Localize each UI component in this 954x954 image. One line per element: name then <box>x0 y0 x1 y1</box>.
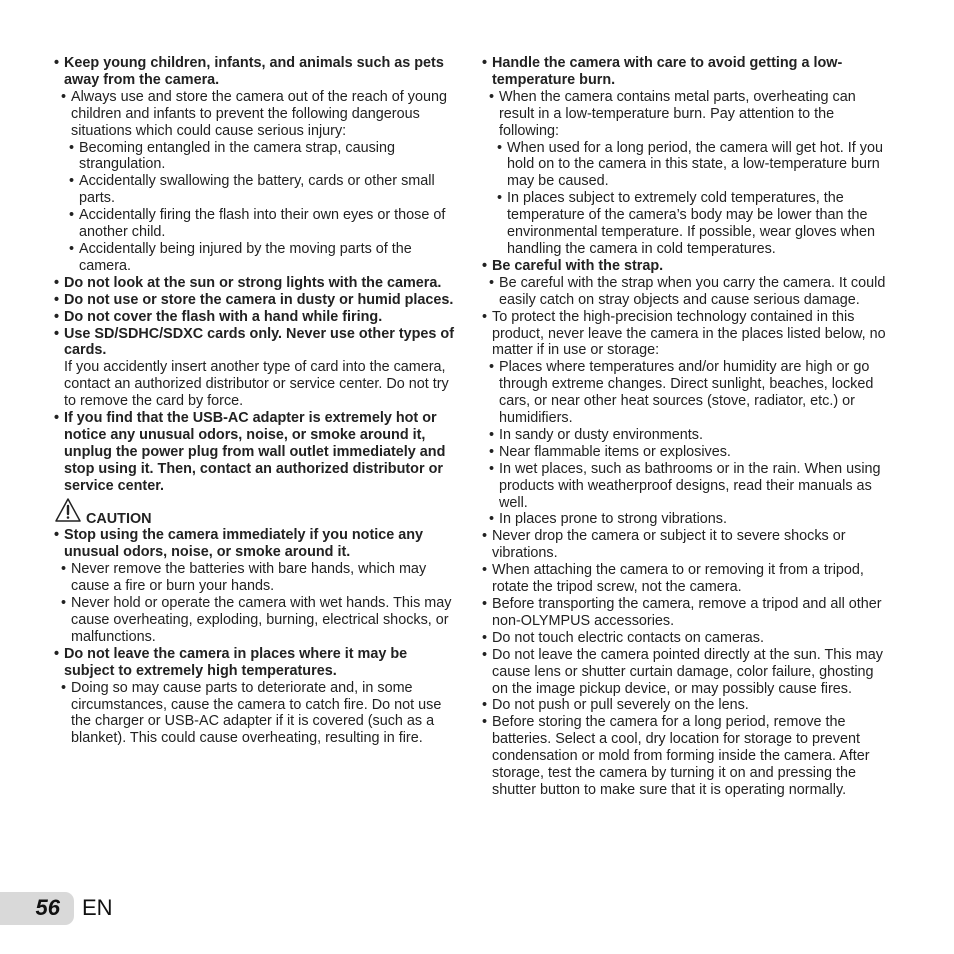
caution-heading <box>54 511 459 528</box>
bullet-icon: • <box>489 443 495 460</box>
item-text: Be careful with the strap when you carry the camera. It could easily catch on stray objects and cause serious damage. <box>499 274 886 308</box>
bullet-icon: • <box>489 460 495 477</box>
list-item <box>482 714 887 799</box>
sub-list-item <box>482 427 887 444</box>
item-text: When attaching the camera to or removing it from a tripod, rotate the tripod screw, not the camera. <box>492 562 864 596</box>
bullet-icon: • <box>482 697 488 714</box>
list-item <box>482 309 887 360</box>
bullet-icon: • <box>482 257 488 274</box>
sub-list-item <box>54 207 459 241</box>
list-item <box>482 528 887 562</box>
bullet-icon: • <box>489 426 495 443</box>
sub-list-item <box>54 89 459 140</box>
caution-label: CAUTION <box>86 510 152 527</box>
item-text: Never drop the camera or subject it to severe shocks or vibrations. <box>492 528 846 562</box>
bullet-icon: • <box>482 528 488 545</box>
bullet-icon: • <box>54 410 60 427</box>
bullet-icon: • <box>497 139 503 156</box>
item-text: Do not leave the camera in places where it may be subject to extremely high temperatures. <box>64 645 408 679</box>
right-column <box>482 55 887 799</box>
item-text: Do not cover the flash with a hand while firing. <box>64 308 383 325</box>
warning-triangle-icon <box>54 497 82 523</box>
item-text: If you find that the USB-AC adapter is extremely hot or notice any unusual odors, noise, or smoke around it, unplug the power plug from wall outlet immediately and stop using it. Then, contact an authorized distributor or service center. <box>64 410 446 494</box>
sub-list-item <box>54 595 459 646</box>
item-text: Do not push or pull severely on the lens. <box>492 697 749 714</box>
item-text: Do not touch electric contacts on cameras. <box>492 629 764 646</box>
sub-list-item <box>482 461 887 512</box>
warning-item <box>54 527 459 561</box>
sub-list-item <box>54 680 459 748</box>
item-text: Accidentally swallowing the battery, cards or other small parts. <box>79 173 435 207</box>
bullet-icon: • <box>489 274 495 291</box>
bullet-icon: • <box>482 55 488 71</box>
warning-item <box>54 55 459 89</box>
bullet-icon: • <box>61 679 67 696</box>
sub-list-item <box>482 275 887 309</box>
bullet-icon: • <box>482 596 488 612</box>
sub-list-item <box>54 173 459 207</box>
bullet-icon: • <box>54 308 60 325</box>
item-text: In places subject to extremely cold temperatures, the temperature of the camera’s body may be lower than the environmental temperature. If possible, wear gloves when handling the camera in cold temperatures. <box>507 190 875 257</box>
sub-list-item <box>482 444 887 461</box>
item-text: Accidentally being injured by the moving parts of the camera. <box>79 240 412 274</box>
bullet-icon: • <box>489 359 495 376</box>
warning-item <box>54 292 459 309</box>
item-text: To protect the high-precision technology contained in this product, never leave the camera in the places listed below, no matter if in use or storage: <box>492 308 886 359</box>
warning-item <box>54 646 459 680</box>
bullet-icon: • <box>54 527 60 544</box>
bullet-icon: • <box>61 595 67 612</box>
item-text: Doing so may cause parts to deteriorate and, in some circumstances, cause the camera to catch fire. Do not use the charger or USB-AC adapter if it is covered (such as a blanket). This could cause overheating, resulting in fire. <box>71 679 442 747</box>
item-text: Handle the camera with care to avoid getting a low-temperature burn. <box>492 55 843 88</box>
sub-list-item <box>54 140 459 174</box>
item-text: When the camera contains metal parts, overheating can result in a low-temperature burn. Pay attention to the following: <box>499 88 856 139</box>
item-text: Never remove the batteries with bare hands, which may cause a fire or burn your hands. <box>71 561 427 595</box>
bullet-icon: • <box>54 325 60 342</box>
page-footer <box>0 892 120 925</box>
warning-item <box>54 326 459 360</box>
item-text: Keep young children, infants, and animals such as pets away from the camera. <box>64 55 444 88</box>
item-text: Do not look at the sun or strong lights with the camera. <box>64 274 442 291</box>
list-item <box>54 359 459 410</box>
sub-list-item <box>54 561 459 595</box>
item-text: Stop using the camera immediately if you notice any unusual odors, noise, or smoke around it. <box>64 527 424 561</box>
bullet-icon: • <box>482 646 488 663</box>
bullet-icon: • <box>69 240 75 257</box>
bullet-icon: • <box>61 88 67 105</box>
item-text: Never hold or operate the camera with wet hands. This may cause overheating, exploding, burning, electrical shocks, or malfunctions. <box>71 595 452 645</box>
item-text: Do not use or store the camera in dusty or humid places. <box>64 291 454 308</box>
sub-list-item <box>482 359 887 427</box>
warning-item <box>54 410 459 495</box>
left-column <box>54 55 459 747</box>
warning-item <box>482 258 887 275</box>
sub-list-item <box>482 190 887 258</box>
item-text: Places where temperatures and/or humidity are high or go through extreme changes. Direct sunlight, beaches, locked cars, or near other heat sources (stove, radiator, etc.) or humidifiers. <box>499 359 874 427</box>
warning-item <box>54 309 459 326</box>
item-text: Becoming entangled in the camera strap, causing strangulation. <box>79 139 395 173</box>
list-item <box>482 697 887 714</box>
sub-list-item <box>482 511 887 528</box>
bullet-icon: • <box>69 139 75 156</box>
section-gap <box>54 495 459 511</box>
list-item <box>482 630 887 647</box>
bullet-icon: • <box>489 511 495 528</box>
page-number-tab <box>0 892 74 925</box>
sub-list-item <box>482 89 887 140</box>
bullet-icon: • <box>497 190 503 207</box>
item-text: If you accidently insert another type of card into the camera, contact an authorized distributor or service center. Do not try to remove the card by force. <box>64 359 449 410</box>
page-number: 56 <box>35 895 60 920</box>
item-text: Do not leave the camera pointed directly at the sun. This may cause lens or shutter curtain damage, color failure, ghosting on the image pickup device, or may possibly cause fires. <box>492 646 883 697</box>
bullet-icon: • <box>482 562 488 579</box>
bullet-icon: • <box>482 714 488 731</box>
item-text: Before transporting the camera, remove a tripod and all other non-OLYMPUS accessories. <box>492 596 882 629</box>
bullet-icon: • <box>54 274 60 291</box>
item-text: In places prone to strong vibrations. <box>499 511 727 528</box>
list-item <box>482 596 887 630</box>
sub-list-item <box>482 140 887 191</box>
item-text: In sandy or dusty environments. <box>499 426 703 443</box>
item-text: Use SD/SDHC/SDXC cards only. Never use other types of cards. <box>64 325 454 359</box>
bullet-icon: • <box>54 291 60 308</box>
bullet-icon: • <box>61 561 67 578</box>
item-text: Before storing the camera for a long period, remove the batteries. Select a cool, dry location for storage to prevent condensation or mold from forming inside the camera. After storage, test the camera by turning it on and pressing the shutter button to make sure that it is operating normally. <box>492 714 870 798</box>
bullet-icon: • <box>54 645 60 662</box>
item-text: Always use and store the camera out of the reach of young children and infants to prevent the following dangerous situations which could cause serious injury: <box>71 88 447 139</box>
bullet-icon: • <box>54 55 60 71</box>
warning-item <box>54 275 459 292</box>
item-text: When used for a long period, the camera will get hot. If you hold on to the camera in this state, a low-temperature burn may be caused. <box>507 139 883 190</box>
bullet-icon: • <box>69 173 75 190</box>
bullet-icon: • <box>482 308 488 325</box>
bullet-icon: • <box>489 88 495 105</box>
item-text: Near flammable items or explosives. <box>499 443 731 460</box>
item-text: Be careful with the strap. <box>492 257 664 274</box>
list-item <box>482 562 887 596</box>
bullet-icon: • <box>69 207 75 224</box>
sub-list-item <box>54 241 459 275</box>
list-item <box>482 647 887 698</box>
item-text: Accidentally firing the flash into their own eyes or those of another child. <box>79 207 446 241</box>
warning-item <box>482 55 887 89</box>
item-text: In wet places, such as bathrooms or in the rain. When using products with weatherproof designs, read their manuals as well. <box>499 460 881 511</box>
language-code: EN <box>82 895 113 920</box>
bullet-icon: • <box>482 629 488 646</box>
